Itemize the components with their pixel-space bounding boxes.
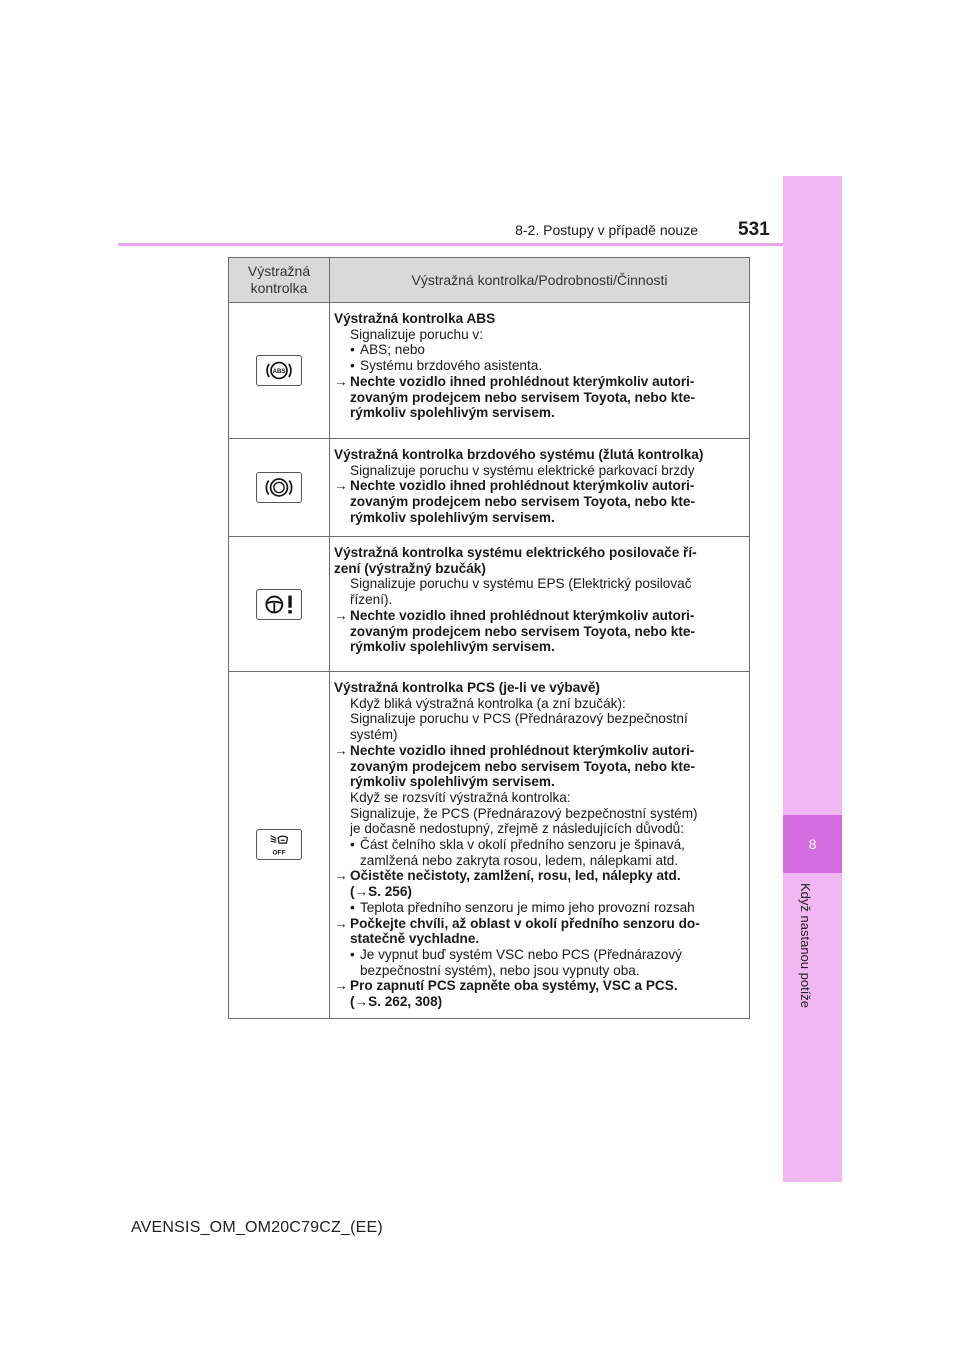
col-header-light: Výstražná kontrolka: [229, 258, 330, 303]
page-number: 531: [738, 219, 770, 240]
icon-cell: [229, 439, 330, 537]
brake-system-warning-icon: [256, 472, 302, 503]
table-row: [229, 672, 750, 1019]
warning-light-table: [228, 257, 750, 1019]
side-tab-strip: [783, 176, 842, 1182]
header-rule: [118, 243, 783, 246]
icon-cell: [229, 672, 330, 1019]
icon-cell: [229, 537, 330, 672]
eps-warning-icon: [256, 589, 302, 620]
page-ref-link[interactable]: S. 262, 308): [368, 994, 443, 1010]
svg-text:ABS: ABS: [272, 367, 286, 375]
chapter-title-label: Když nastanou potíže: [798, 883, 813, 1009]
document-footer-code: AVENSIS_OM_OM20C79CZ_(EE): [131, 1219, 383, 1236]
col-header-details: Výstražná kontrolka/Podrobnosti/Činnosti: [330, 258, 750, 303]
pcs-warning-icon: [256, 829, 302, 860]
page-ref-link[interactable]: S. 256): [368, 884, 412, 900]
section-title: 8-2. Postupy v případě nouze: [515, 222, 698, 238]
table-row: [229, 439, 750, 537]
details-cell: Výstražná kontrolka brzdového systému (žlutá kontrolka) Signalizuje poruchu v systému elektrické parkovací brzdy → Nechte vozidlo ihned prohlédnout kterýmkoliv autori- zovaným prodejcem nebo servisem Toyota, nebo kte- rýmkoliv spolehlivým servisem.: [330, 439, 750, 537]
table-header-row: [229, 258, 750, 303]
icon-cell: [229, 303, 330, 439]
chapter-number-tab[interactable]: 8: [783, 815, 842, 873]
details-cell: Výstražná kontrolka PCS (je-li ve výbavě) Když bliká výstražná kontrolka (a zní bzučák): Signalizuje poruchu v PCS (Přednárazový bezpečnostní systém) → Nechte vozidlo ihned prohlédnout kterýmkoliv autori- zovaným prodejcem nebo servisem Toyota, nebo kte- rýmkoliv spolehlivým servisem. Když se rozsvítí výstražná kontrolka: Signalizuje, že PCS (Přednárazový bezpečnostní systém) je dočasně nedostupný, zřejmě z následujících důvodů: • Část čelního skla v okolí předního senzoru je špinavá, zamlžená nebo zakryta rosou, ledem, nálepkami atd. → Očistěte nečistoty, zamlžení, rosu, led, nálepky atd. (→S. 256) • Teplota předního senzoru je mimo jeho provozní rozsah → Počkejte chvíli, až oblast v okolí předního senzoru do- statečně vychladne. • Je vypnut buď systém VSC nebo PCS (Přednárazový bezpečnostní systém), nebo jsou vypnuty oba. → Pro zapnutí PCS zapněte oba systémy, VSC a PCS. (→S. 262, 308): [330, 672, 750, 1019]
pcs-off-text: OFF: [272, 849, 286, 857]
table-row: [229, 303, 750, 439]
details-cell: Výstražná kontrolka systému elektrického posilovače ří- zení (výstražný bzučák) Signalizuje poruchu v systému EPS (Elektrický posilovač řízení). → Nechte vozidlo ihned prohlédnout kterýmkoliv autori- zovaným prodejcem nebo servisem Toyota, nebo kte- rýmkoliv spolehlivým servisem.: [330, 537, 750, 672]
table-row: [229, 537, 750, 672]
abs-warning-icon: [256, 355, 302, 386]
details-cell: Výstražná kontrolka ABS Signalizuje poruchu v: • ABS; nebo • Systému brzdového asistenta. → Nechte vozidlo ihned prohlédnout kterýmkoliv autori- zovaným prodejcem nebo servisem Toyota, nebo kte- rýmkoliv spolehlivým servisem.: [330, 303, 750, 439]
